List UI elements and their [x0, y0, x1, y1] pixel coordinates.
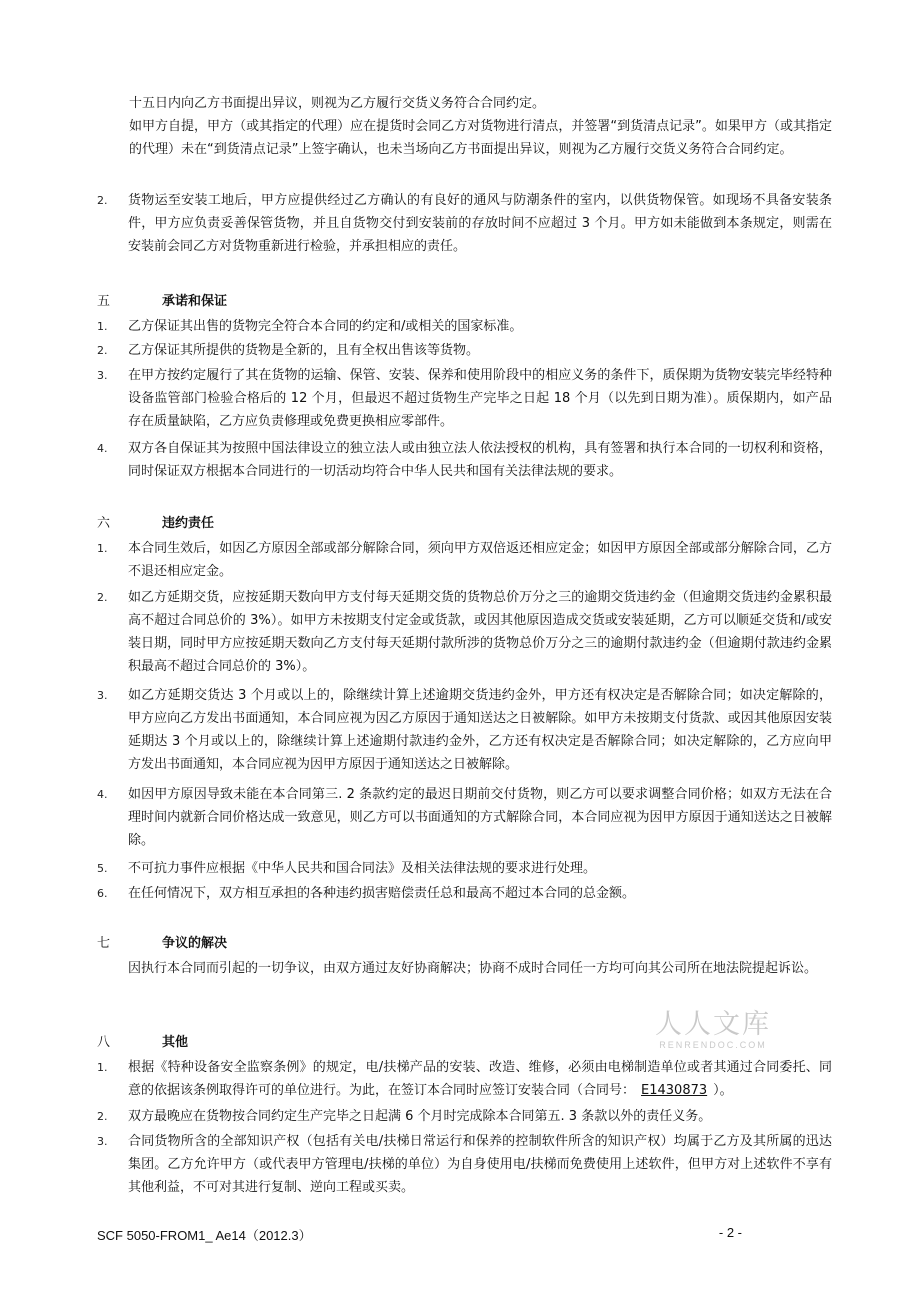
- contract-number: E1430873: [641, 1083, 708, 1098]
- intro-line-2: 如甲方自提，甲方（或其指定的代理）应在提货时会同乙方对货物进行清点，并签署“到货清点记录”。如果甲方（或其指定的代理）未在“到货清点记录”上签字确认，也未当场向乙方书面提出异议，则视为乙方履行交货义务符合合同约定。: [129, 119, 832, 157]
- item-number: 2.: [97, 194, 108, 207]
- item-number: 4.: [97, 442, 108, 455]
- item-text: 如乙方延期交货达 3 个月或以上的，除继续计算上述逾期交货违约金外，甲方还有权决定是否解除合同；如决定解除的，甲方应向乙方发出书面通知，本合同应视为因乙方原因于通知送达之日被解除。如甲方未按期支付货款、或因其他原因安装延期达 3 个月或以上的，除继续计算上述逾期付款违约金外，乙方还有权决定是否解除合同；如决定解除的，乙方应向甲方发出书面通知，本合同应视为因甲方原因于通知送达之日被解除。: [128, 688, 832, 772]
- item-number: 2.: [97, 344, 108, 357]
- section-title: 违约责任: [162, 516, 215, 531]
- item-number: 3.: [97, 689, 108, 702]
- list-item: [97, 364, 832, 433]
- paragraph-text: 因执行本合同而引起的一切争议，由双方通过友好协商解决；协商不成时合同任一方均可向其公司所在地法院提起诉讼。: [128, 961, 818, 976]
- item-number: 1.: [97, 320, 108, 333]
- list-item: [97, 339, 832, 362]
- list-item: [97, 684, 832, 776]
- item-number: 2.: [97, 1110, 108, 1123]
- section-title: 承诺和保证: [162, 294, 228, 309]
- item-text-post: ）。: [713, 1083, 733, 1098]
- list-item: [97, 1105, 832, 1128]
- section-number: 七: [97, 936, 111, 951]
- item-text: 乙方保证其出售的货物完全符合本合同的约定和/或相关的国家标准。: [128, 319, 523, 334]
- item-text: 乙方保证其所提供的货物是全新的，且有全权出售该等货物。: [128, 343, 480, 358]
- item-number: 5.: [97, 862, 108, 875]
- list-item: [97, 783, 832, 852]
- section-heading: [97, 932, 832, 955]
- item-text: 如因甲方原因导致未能在本合同第三. 2 条款约定的最迟日期前交付货物，则乙方可以要求调整合同价格；如双方无法在合理时间内就新合同价格达成一致意见，则乙方可以书面通知的方式解除合同，本合同应视为因甲方原因于通知送达之日被解除。: [128, 787, 832, 848]
- item-number: 1.: [97, 1061, 108, 1074]
- watermark: [648, 1010, 778, 1050]
- intro-block: [97, 92, 832, 161]
- footer-page-number: - 2 -: [718, 1225, 742, 1240]
- item-number: 2.: [97, 591, 108, 604]
- item-number: 6.: [97, 887, 108, 900]
- item-text: [128, 1056, 832, 1102]
- item-text: 如乙方延期交货，应按延期天数向甲方支付每天延期交货的货物总价万分之三的逾期交货违约金（但逾期交货违约金累积最高不超过合同总价的 3%）。如甲方未按期支付定金或货款，或因其他原因造成交货或安装延期，乙方可以顺延交货和/或安装日期，同时甲方应按延期天数向乙方支付每天延期付款所涉的货物总价万分之三的逾期付款违约金（但逾期付款违约金累积最高不超过合同总价的 3%）。: [128, 590, 832, 674]
- item-text: 双方最晚应在货物按合同约定生产完毕之日起满 6 个月时完成除本合同第五. 3 条款以外的责任义务。: [128, 1109, 712, 1124]
- section-number: 六: [97, 516, 111, 531]
- item-number: 1.: [97, 542, 108, 555]
- section-title: 争议的解决: [162, 936, 228, 951]
- item-text: 本合同生效后，如因乙方原因全部或部分解除合同，须向甲方双倍返还相应定金；如因甲方原因全部或部分解除合同，乙方不退还相应定金。: [128, 541, 832, 579]
- section-number: 八: [97, 1035, 111, 1050]
- item-text-pre: 根据《特种设备安全监察条例》的规定，电/扶梯产品的安装、改造、维修，必须由电梯制造单位或者其通过合同委托、同意的依据该条例取得许可的单位进行。为此，在签订本合同时应签订安装合同（合同号：: [128, 1060, 832, 1098]
- list-item: [97, 857, 832, 880]
- item-number: 3.: [97, 1135, 108, 1148]
- item-text: 不可抗力事件应根据《中华人民共和国合同法》及相关法律法规的要求进行处理。: [128, 861, 597, 876]
- intro-line-1: 十五日内向乙方书面提出异议，则视为乙方履行交货义务符合合同约定。: [129, 96, 546, 111]
- list-item: [97, 882, 832, 905]
- item-text: 双方各自保证其为按照中国法律设立的独立法人或由独立法人依法授权的机构，具有签署和执行本合同的一切权利和资格，同时保证双方根据本合同进行的一切活动均符合中华人民共和国有关法律法规的要求。: [128, 441, 832, 479]
- item-text: 在甲方按约定履行了其在货物的运输、保管、安装、保养和使用阶段中的相应义务的条件下，质保期为货物安装完毕经特种设备监管部门检验合格后的 12 个月，但最迟不超过货物生产完毕之日起 18 个月（以先到日期为准）。质保期内，如产品存在质量缺陷，乙方应负责修理或免费更换相应零部件。: [128, 368, 832, 429]
- section-number: 五: [97, 294, 111, 309]
- section-heading: [97, 512, 832, 535]
- watermark-sub: RENRENDOC.COM: [659, 1040, 767, 1050]
- watermark-main: 人人文库: [655, 1009, 771, 1040]
- section-heading: [97, 290, 832, 313]
- item-number: 4.: [97, 788, 108, 801]
- item-number: 3.: [97, 369, 108, 382]
- section-title: 其他: [162, 1035, 189, 1050]
- list-item: [97, 437, 832, 483]
- item-text: 货物运至安装工地后，甲方应提供经过乙方确认的有良好的通风与防潮条件的室内，以供货物保管。如现场不具备安装条件，甲方应负责妥善保管货物，并且自货物交付到安装前的存放时间不应超过 3 个月。甲方如未能做到本条规定，则需在安装前会同乙方对货物重新进行检验，并承担相应的责任。: [128, 193, 832, 254]
- section-paragraph: [97, 957, 832, 980]
- list-item: [97, 586, 832, 678]
- list-item: [97, 537, 832, 583]
- list-item: [97, 189, 832, 258]
- list-item: [97, 1056, 832, 1102]
- item-text: 合同货物所含的全部知识产权（包括有关电/扶梯日常运行和保养的控制软件所含的知识产权）均属于乙方及其所属的迅达集团。乙方允许甲方（或代表甲方管理电/扶梯的单位）为自身使用电/扶梯而免费使用上述软件，但甲方对上述软件不享有其他利益，不可对其进行复制、逆向工程或买卖。: [128, 1134, 832, 1195]
- footer-document-code: SCF 5050-FROM1_ Ae14（2012.3）: [97, 1228, 312, 1243]
- item-text: 在任何情况下，双方相互承担的各种违约损害赔偿责任总和最高不超过本合同的总金额。: [128, 886, 636, 901]
- list-item: [97, 1130, 832, 1199]
- list-item: [97, 315, 832, 338]
